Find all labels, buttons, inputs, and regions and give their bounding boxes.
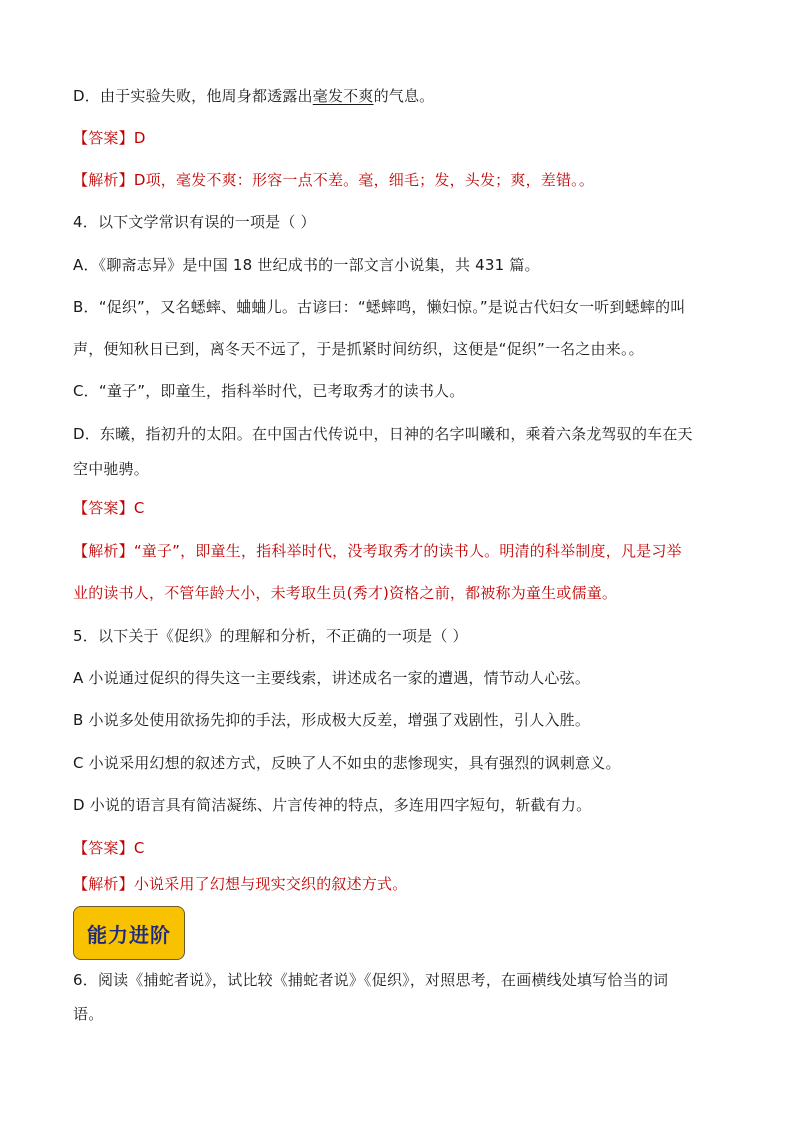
answer-value: D bbox=[133, 129, 146, 147]
analysis-tag: 【解析】 bbox=[73, 542, 134, 560]
analysis-tag: 【解析】 bbox=[73, 171, 134, 189]
answer-tag: 【答案】 bbox=[73, 839, 134, 857]
q3-analysis bbox=[73, 170, 594, 190]
answer-tag: 【答案】 bbox=[73, 129, 134, 147]
q4-option-c: C．“童子”，即童生，指科举时代，已考取秀才的读书人。 bbox=[73, 382, 465, 400]
q4-option-d-line2: 空中驰骋。 bbox=[73, 460, 150, 478]
q4-option-a: A．《聊斋志异》是中国 18 世纪成书的一部文言小说集，共 431 篇。 bbox=[73, 256, 540, 274]
analysis-text: “童子”，即童生，指科举时代，没考取秀才的读书人。明清的科举制度，凡是习举 bbox=[133, 542, 682, 560]
q6-stem-line2: 语。 bbox=[73, 1005, 104, 1023]
q6-stem-line1: 6．阅读《捕蛇者说》，试比较《捕蛇者说》《促织》，对照思考，在画横线处填写恰当的词 bbox=[73, 971, 669, 989]
analysis-text: 小说采用了幻想与现实交织的叙述方式。 bbox=[133, 875, 408, 893]
answer-value: C bbox=[133, 839, 145, 857]
section-badge: 能力进阶 bbox=[73, 906, 185, 960]
q5-option-b: B 小说多处使用欲扬先抑的手法，形成极大反差，增强了戏剧性，引人入胜。 bbox=[73, 711, 591, 729]
q4-analysis-line1 bbox=[73, 541, 682, 561]
q4-analysis-line2: 业的读书人，不管年龄大小，未考取生员(秀才)资格之前，都被称为童生或儒童。 bbox=[73, 584, 618, 602]
q5-option-c: C 小说采用幻想的叙述方式，反映了人不如虫的悲惨现实，具有强烈的讽刺意义。 bbox=[73, 754, 621, 772]
q4-answer bbox=[73, 498, 145, 518]
answer-value: C bbox=[133, 499, 145, 517]
q5-stem: 5．以下关于《促织》的理解和分析，不正确的一项是（ ） bbox=[73, 627, 468, 645]
q4-option-b-line1: B．“促织”，又名蟋蟀、蛐蛐儿。古谚曰：“蟋蟀鸣，懒妇惊。”是说古代妇女一听到蟋蟀的叫 bbox=[73, 298, 686, 316]
q4-option-b-line2: 声，便知秋日已到，离冬天不远了，于是抓紧时间纺织，这便是“促织”一名之由来。。 bbox=[73, 340, 644, 358]
q5-analysis bbox=[73, 874, 407, 894]
q4-option-d-line1: D．东曦，指初升的太阳。在中国古代传说中，日神的名字叫曦和，乘着六条龙驾驭的车在天 bbox=[73, 425, 693, 443]
q3-answer bbox=[73, 128, 146, 148]
q3-option-d-underlined: 毫发不爽 bbox=[312, 87, 374, 105]
analysis-text: D项，毫发不爽：形容一点不差。毫，细毛；发，头发；爽，差错。。 bbox=[133, 171, 595, 189]
q4-stem: 4．以下文学常识有误的一项是（ ） bbox=[73, 213, 316, 231]
q3-option-d-suffix: 的气息。 bbox=[373, 87, 435, 105]
analysis-tag: 【解析】 bbox=[73, 875, 134, 893]
q5-answer bbox=[73, 838, 145, 858]
q5-option-a: A 小说通过促织的得失这一主要线索，讲述成名一家的遭遇，情节动人心弦。 bbox=[73, 669, 591, 687]
answer-tag: 【答案】 bbox=[73, 499, 134, 517]
q3-option-d bbox=[73, 86, 434, 106]
q5-option-d: D 小说的语言具有简洁凝练、片言传神的特点，多连用四字短句，斩截有力。 bbox=[73, 796, 592, 814]
q3-option-d-prefix: D．由于实验失败，他周身都透露出 bbox=[73, 87, 313, 105]
